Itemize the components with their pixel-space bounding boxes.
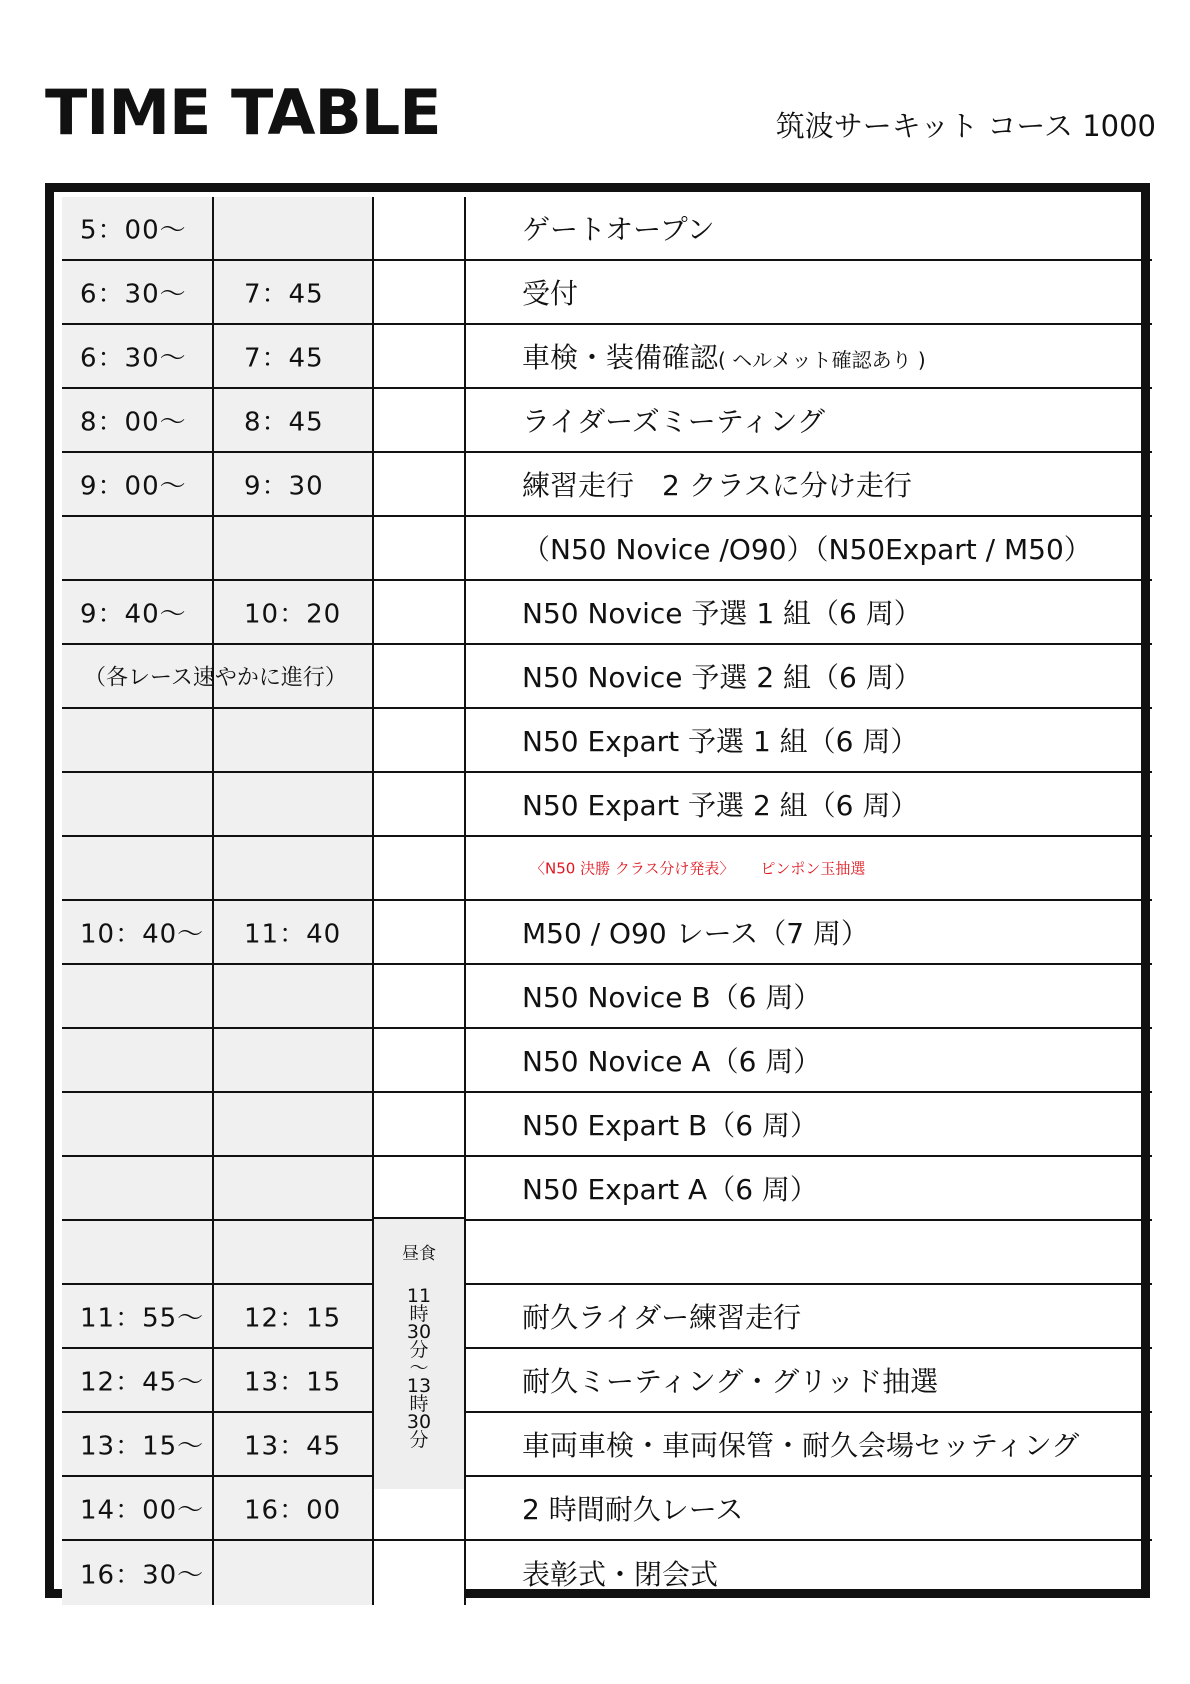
announcement-left: 〈N50 決勝 クラス分け発表〉 bbox=[530, 859, 735, 878]
end-time-cell bbox=[214, 901, 374, 963]
end-time-cell bbox=[214, 581, 374, 643]
end-time: 16：00 bbox=[244, 1495, 342, 1526]
extra-cell bbox=[374, 1541, 466, 1605]
extra-cell bbox=[374, 389, 466, 451]
start-time: 11：55〜 bbox=[80, 1303, 205, 1334]
start-time-cell bbox=[62, 453, 214, 515]
end-time-cell bbox=[214, 1349, 374, 1411]
extra-cell bbox=[374, 965, 466, 1027]
event-label bbox=[522, 1553, 718, 1593]
table-row bbox=[62, 1093, 1152, 1157]
end-time: 7：45 bbox=[244, 279, 324, 310]
start-time-cell bbox=[62, 197, 214, 259]
extra-cell bbox=[374, 325, 466, 387]
start-time: 6：30〜 bbox=[80, 343, 187, 374]
event-cell bbox=[466, 261, 1152, 323]
start-time-cell bbox=[62, 837, 214, 899]
event-label bbox=[522, 976, 821, 1016]
event-text: N50 Novice B（6 周） bbox=[522, 981, 822, 1014]
event-label bbox=[522, 720, 918, 760]
lunch-title: 昼食 bbox=[402, 1244, 436, 1264]
start-time-cell bbox=[62, 709, 214, 771]
lunch-cell bbox=[374, 1219, 464, 1489]
end-time-cell bbox=[214, 1413, 374, 1475]
table-row bbox=[62, 261, 1152, 325]
start-time: 8：00〜 bbox=[80, 407, 187, 438]
event-cell bbox=[466, 1029, 1152, 1091]
event-cell bbox=[466, 453, 1152, 515]
table-row bbox=[62, 1157, 1152, 1221]
extra-cell bbox=[374, 645, 466, 707]
event-text: 耐久ライダー練習走行 bbox=[522, 1301, 802, 1334]
table-row bbox=[62, 1285, 1152, 1349]
table-row bbox=[62, 1029, 1152, 1093]
start-time-cell bbox=[62, 325, 214, 387]
end-time-cell bbox=[214, 773, 374, 835]
event-text: N50 Novice A（6 周） bbox=[522, 1045, 822, 1078]
event-note: ( ヘルメット確認あり ) bbox=[718, 348, 926, 372]
event-cell bbox=[466, 1349, 1152, 1411]
start-time: 5：00〜 bbox=[80, 215, 187, 246]
event-label bbox=[522, 1424, 1079, 1464]
event-cell bbox=[466, 1413, 1152, 1475]
start-time: 13：15〜 bbox=[80, 1431, 205, 1462]
extra-cell bbox=[374, 709, 466, 771]
event-label bbox=[522, 1104, 818, 1144]
end-time-cell bbox=[214, 1221, 374, 1283]
event-text: 練習走行 2 クラスに分け走行 bbox=[522, 469, 912, 502]
start-time-cell bbox=[62, 389, 214, 451]
event-label bbox=[522, 656, 922, 696]
start-time-cell bbox=[62, 1541, 214, 1605]
start-time-cell bbox=[62, 1221, 214, 1283]
end-time-cell bbox=[214, 1093, 374, 1155]
timetable-grid bbox=[62, 197, 1152, 1601]
table-row bbox=[62, 709, 1152, 773]
event-cell bbox=[466, 1541, 1152, 1605]
event-text: ライダーズミーティング bbox=[522, 405, 825, 438]
event-cell bbox=[466, 1157, 1152, 1219]
event-cell bbox=[466, 837, 1152, 899]
start-time-cell bbox=[62, 1477, 214, 1539]
event-text: 受付 bbox=[522, 277, 579, 310]
end-time-cell bbox=[214, 1029, 374, 1091]
event-text: M50 / O90 レース（7 周） bbox=[522, 917, 869, 950]
event-cell bbox=[466, 517, 1152, 579]
end-time-cell bbox=[214, 517, 374, 579]
event-text: N50 Expart 予選 2 組（6 周） bbox=[522, 789, 919, 822]
table-row bbox=[62, 325, 1152, 389]
extra-cell bbox=[374, 581, 466, 643]
start-time-cell bbox=[62, 1157, 214, 1219]
extra-cell bbox=[374, 837, 466, 899]
start-time-cell bbox=[62, 1349, 214, 1411]
extra-cell bbox=[374, 453, 466, 515]
lunch-time: 11 時 30 分 〜 13 時 30 分 bbox=[406, 1285, 432, 1451]
table-row bbox=[62, 1413, 1152, 1477]
start-time-cell bbox=[62, 773, 214, 835]
event-text: 車検・装備確認 bbox=[522, 341, 719, 374]
event-cell bbox=[466, 709, 1152, 771]
start-time: 14：00〜 bbox=[80, 1495, 205, 1526]
table-row bbox=[62, 197, 1152, 261]
end-time: 13：45 bbox=[244, 1431, 342, 1462]
extra-cell bbox=[374, 197, 466, 259]
progress-note: （各レース速やかに進行） bbox=[84, 665, 347, 691]
page-title: TIME TABLE bbox=[45, 76, 441, 149]
end-time: 9：30 bbox=[244, 471, 324, 502]
end-time-cell bbox=[214, 1541, 374, 1605]
table-row bbox=[62, 581, 1152, 645]
event-cell bbox=[466, 1285, 1152, 1347]
event-label bbox=[522, 1040, 821, 1080]
event-label bbox=[522, 336, 926, 376]
timetable bbox=[45, 183, 1150, 1598]
start-time-cell bbox=[62, 1285, 214, 1347]
end-time-cell bbox=[214, 1285, 374, 1347]
end-time-cell bbox=[214, 453, 374, 515]
table-row bbox=[62, 773, 1152, 837]
event-label bbox=[522, 1360, 938, 1400]
end-time-cell bbox=[214, 709, 374, 771]
event-text: 2 時間耐久レース bbox=[522, 1493, 744, 1526]
event-cell bbox=[466, 581, 1152, 643]
extra-cell bbox=[374, 261, 466, 323]
start-time-cell bbox=[62, 1413, 214, 1475]
event-label bbox=[522, 912, 869, 952]
event-text: N50 Expart A（6 周） bbox=[522, 1173, 818, 1206]
event-label bbox=[522, 400, 825, 440]
extra-cell bbox=[374, 1093, 466, 1155]
end-time: 13：15 bbox=[244, 1367, 342, 1398]
announcement bbox=[530, 858, 891, 879]
table-row bbox=[62, 1349, 1152, 1413]
event-label bbox=[522, 528, 1092, 568]
announcement-right: ピンポン玉抽選 bbox=[760, 859, 866, 878]
extra-cell bbox=[374, 1029, 466, 1091]
end-time-cell bbox=[214, 965, 374, 1027]
event-label bbox=[522, 592, 922, 632]
table-row bbox=[62, 645, 1152, 709]
event-text: N50 Expart B（6 周） bbox=[522, 1109, 818, 1142]
event-label bbox=[522, 784, 918, 824]
event-text: N50 Novice 予選 1 組（6 周） bbox=[522, 597, 922, 630]
table-row bbox=[62, 965, 1152, 1029]
event-text: 表彰式・閉会式 bbox=[522, 1558, 719, 1591]
event-text: N50 Expart 予選 1 組（6 周） bbox=[522, 725, 919, 758]
event-cell bbox=[466, 645, 1152, 707]
venue-label: 筑波サーキット コース 1000 bbox=[775, 109, 1156, 143]
start-time-cell bbox=[62, 261, 214, 323]
event-label bbox=[522, 464, 912, 504]
extra-cell bbox=[374, 901, 466, 963]
event-cell bbox=[466, 965, 1152, 1027]
extra-cell bbox=[374, 773, 466, 835]
end-time-cell bbox=[214, 325, 374, 387]
end-time: 12：15 bbox=[244, 1303, 342, 1334]
event-cell bbox=[466, 197, 1152, 259]
event-label bbox=[522, 208, 715, 248]
start-time-cell bbox=[62, 581, 214, 643]
start-time: 16：30〜 bbox=[80, 1560, 205, 1591]
event-label bbox=[522, 1168, 818, 1208]
start-time-cell bbox=[62, 965, 214, 1027]
table-row bbox=[62, 1541, 1152, 1605]
event-cell bbox=[466, 1221, 1152, 1283]
start-time-cell bbox=[62, 1029, 214, 1091]
end-time-cell bbox=[214, 1477, 374, 1539]
start-time-cell bbox=[62, 1093, 214, 1155]
start-time: 9：40〜 bbox=[80, 599, 187, 630]
table-row bbox=[62, 389, 1152, 453]
event-cell bbox=[466, 1477, 1152, 1539]
event-cell bbox=[466, 773, 1152, 835]
start-time-cell bbox=[62, 517, 214, 579]
event-text: N50 Novice 予選 2 組（6 周） bbox=[522, 661, 922, 694]
lunch-divider bbox=[374, 1217, 466, 1219]
event-label bbox=[522, 272, 578, 312]
table-row bbox=[62, 517, 1152, 581]
start-time: 6：30〜 bbox=[80, 279, 187, 310]
event-text: 車両車検・車両保管・耐久会場セッティング bbox=[522, 1429, 1080, 1462]
start-time: 12：45〜 bbox=[80, 1367, 205, 1398]
table-row bbox=[62, 901, 1152, 965]
start-time-cell bbox=[62, 901, 214, 963]
end-time-cell bbox=[214, 261, 374, 323]
event-text: ゲートオープン bbox=[522, 213, 715, 246]
event-cell bbox=[466, 1093, 1152, 1155]
event-text: （N50 Novice /O90）（N50Expart / M50） bbox=[522, 533, 1092, 566]
start-time: 10：40〜 bbox=[80, 919, 205, 950]
event-label bbox=[522, 1488, 743, 1528]
end-time-cell bbox=[214, 389, 374, 451]
event-text: 耐久ミーティング・グリッド抽選 bbox=[522, 1365, 939, 1398]
start-time: 9：00〜 bbox=[80, 471, 187, 502]
table-row bbox=[62, 837, 1152, 901]
event-cell bbox=[466, 325, 1152, 387]
end-time: 10：20 bbox=[244, 599, 342, 630]
extra-cell bbox=[374, 1157, 466, 1219]
end-time-cell bbox=[214, 837, 374, 899]
end-time-cell bbox=[214, 197, 374, 259]
event-cell bbox=[466, 901, 1152, 963]
table-row bbox=[62, 1477, 1152, 1541]
extra-cell bbox=[374, 517, 466, 579]
event-label bbox=[522, 1296, 801, 1336]
end-time-cell bbox=[214, 1157, 374, 1219]
table-row bbox=[62, 453, 1152, 517]
end-time: 11：40 bbox=[244, 919, 342, 950]
end-time: 8：45 bbox=[244, 407, 324, 438]
event-cell bbox=[466, 389, 1152, 451]
end-time: 7：45 bbox=[244, 343, 324, 374]
table-row bbox=[62, 1221, 1152, 1285]
